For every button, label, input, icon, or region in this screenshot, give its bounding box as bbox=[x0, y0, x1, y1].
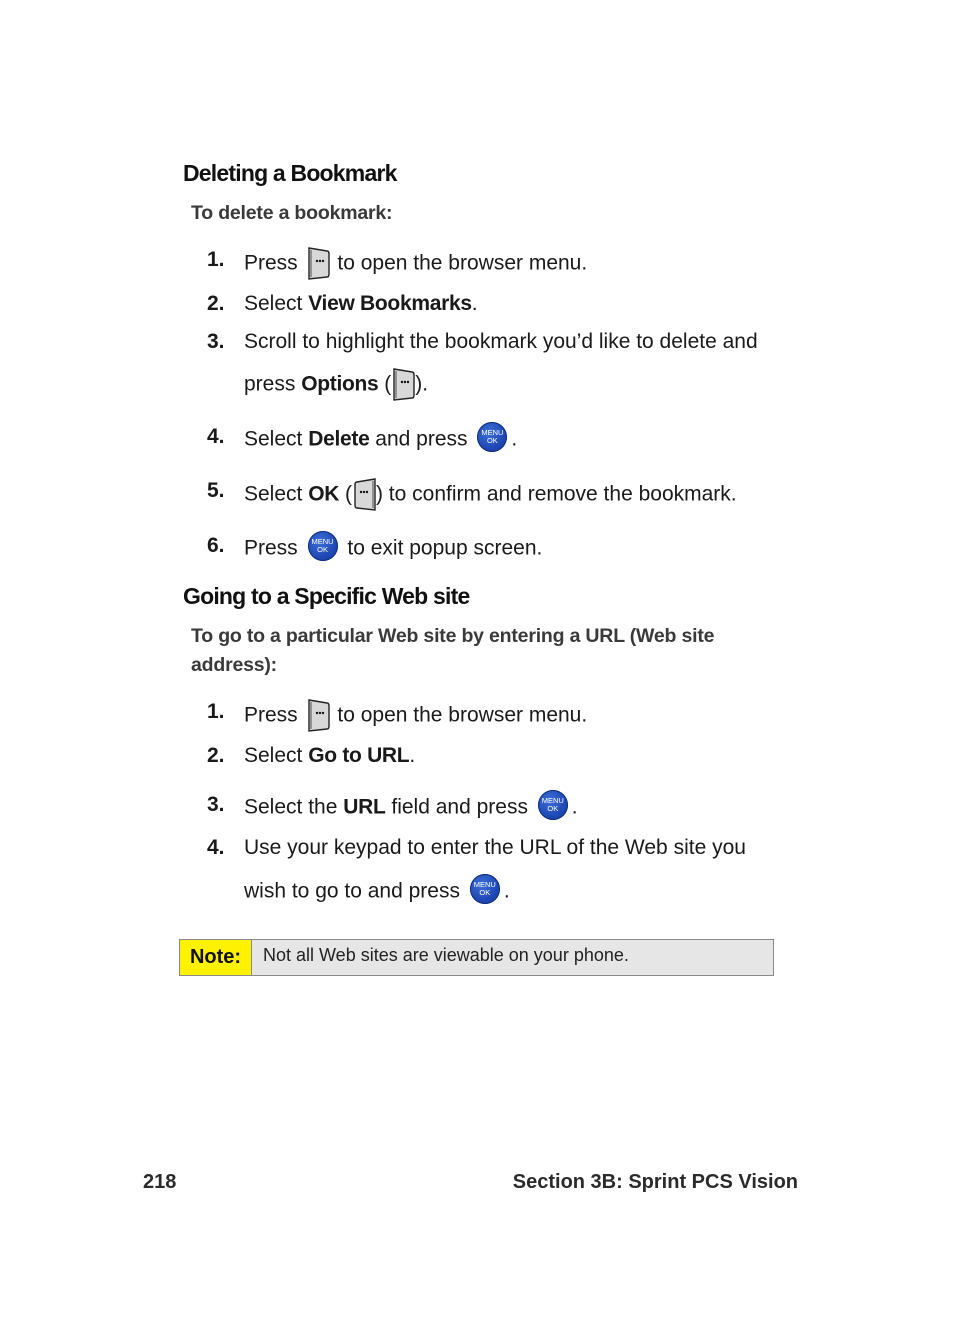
softkey-ellipsis-icon bbox=[307, 698, 329, 730]
menu-ok-button-icon: MENU OK bbox=[470, 874, 500, 904]
section-heading-going-to-website: Going to a Specific Web site bbox=[183, 583, 470, 609]
note-box bbox=[179, 939, 774, 976]
section-heading-deleting-bookmark: Deleting a Bookmark bbox=[183, 160, 397, 186]
page-number: 218 bbox=[143, 1171, 177, 1193]
menu-ok-button-icon: MENU OK bbox=[538, 790, 568, 820]
section-intro: To go to a particular Web site by entering a URL (Web site address): bbox=[191, 625, 715, 676]
softkey-ellipsis-icon bbox=[353, 477, 375, 509]
softkey-ellipsis-icon bbox=[392, 367, 414, 399]
note-text: Not all Web sites are viewable on your phone. bbox=[263, 945, 629, 965]
menu-ok-button-icon: MENU OK bbox=[308, 531, 338, 561]
section-intro: To delete a bookmark: bbox=[191, 202, 393, 224]
footer-section-title: Section 3B: Sprint PCS Vision bbox=[512, 1171, 798, 1193]
softkey-ellipsis-icon bbox=[307, 246, 329, 278]
note-label: Note: bbox=[180, 940, 252, 975]
menu-ok-button-icon: MENU OK bbox=[477, 422, 507, 452]
